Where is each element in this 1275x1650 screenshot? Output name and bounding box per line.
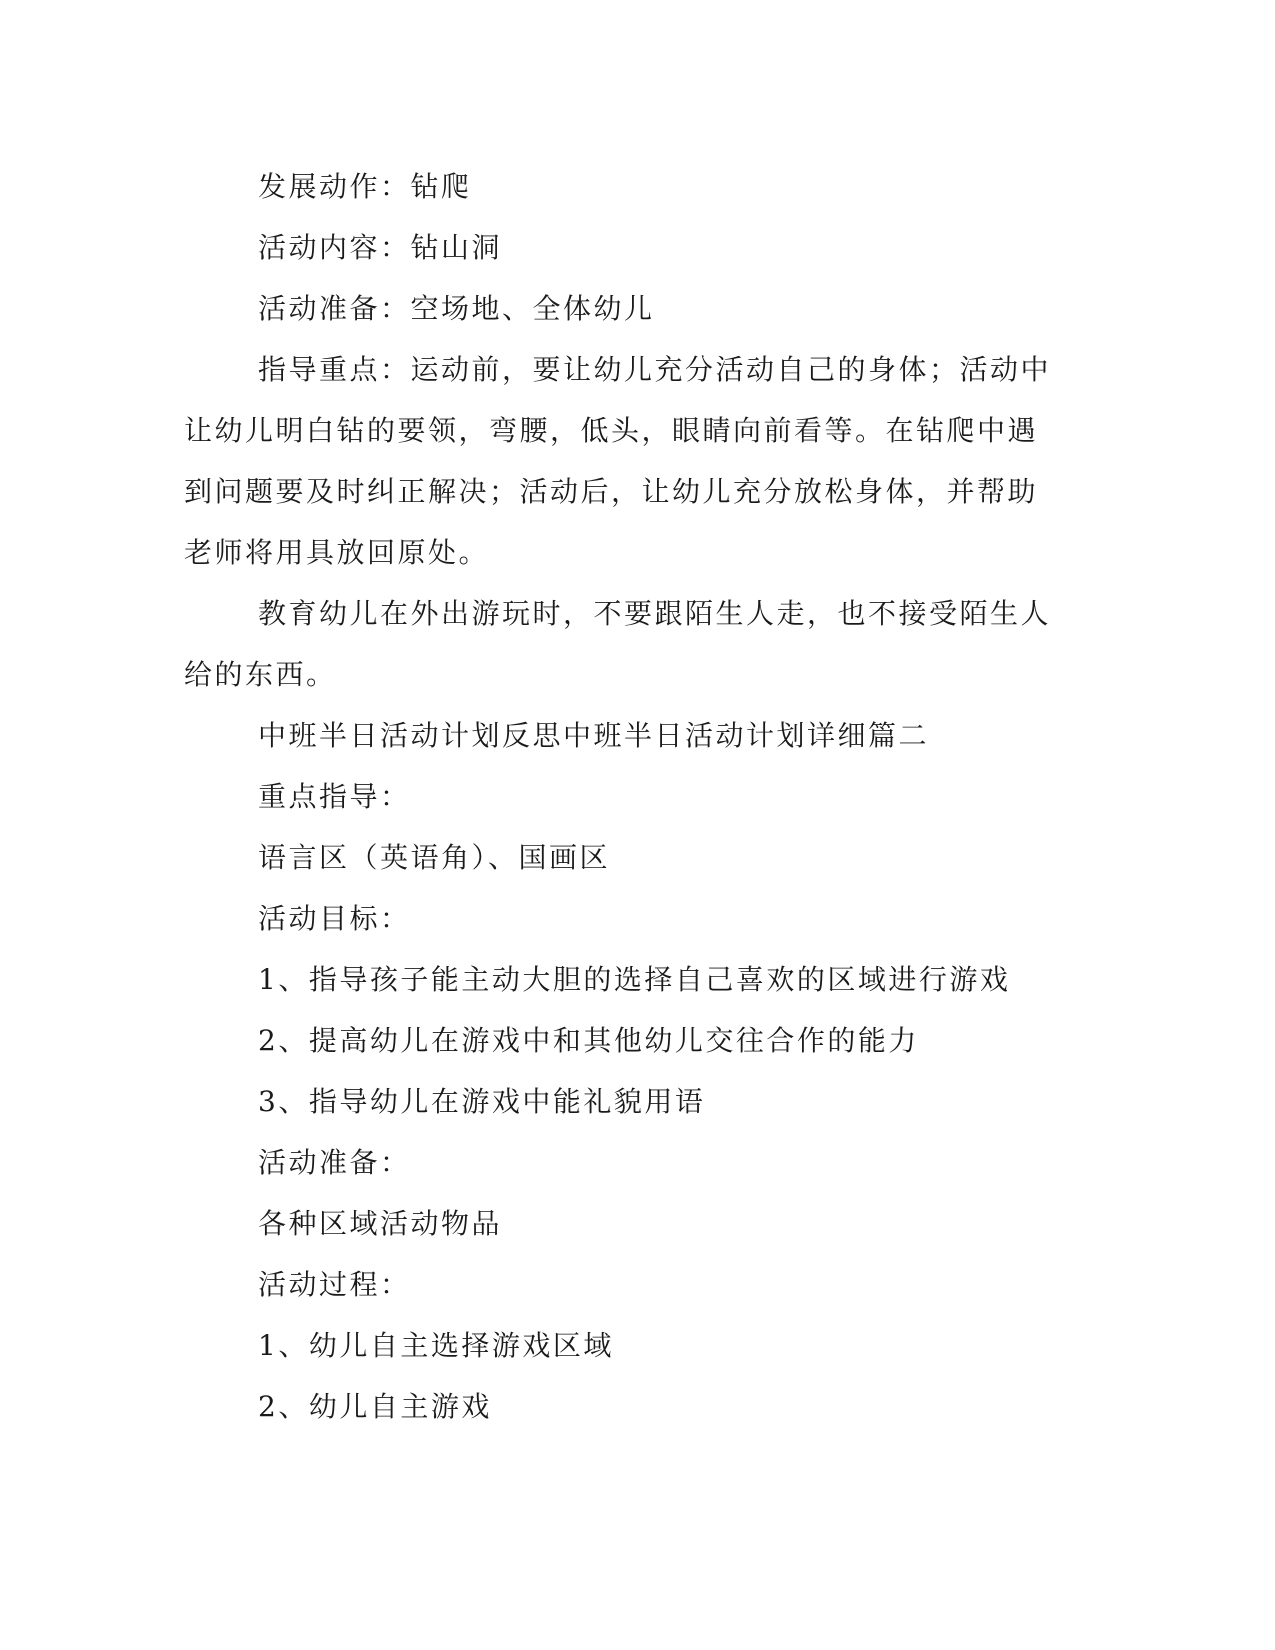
paragraph-preparation-items: 各种区域活动物品 [258, 1207, 503, 1240]
list-item-goal-3: 3、指导幼儿在游戏中能礼貌用语 [258, 1085, 706, 1118]
paragraph-development-action: 发展动作：钻爬 [258, 170, 472, 203]
paragraph-activity-preparation: 活动准备：空场地、全体幼儿 [258, 292, 655, 325]
paragraph-safety-education: 教育幼儿在外出游玩时，不要跟陌生人走，也不接受陌生人给的东西。 [184, 597, 1052, 691]
paragraph-process-label: 活动过程： [258, 1268, 411, 1301]
list-item-goal-1: 1、指导孩子能主动大胆的选择自己喜欢的区域进行游戏 [258, 963, 1011, 996]
paragraph-preparation-label: 活动准备： [258, 1146, 411, 1179]
list-item-process-2: 2、幼儿自主游戏 [258, 1390, 492, 1423]
list-item-process-1: 1、幼儿自主选择游戏区域 [258, 1329, 614, 1362]
paragraph-guidance-focus: 指导重点：运动前，要让幼儿充分活动自己的身体；活动中让幼儿明白钻的要领，弯腰，低头，眼睛向前看等。在钻爬中遇到问题要及时纠正解决；活动后，让幼儿充分放松身体，并帮助老师将用具放回原处。 [184, 353, 1052, 569]
section-heading: 中班半日活动计划反思中班半日活动计划详细篇二 [258, 719, 930, 752]
paragraph-activity-content: 活动内容：钻山洞 [258, 231, 503, 264]
list-item-goal-2: 2、提高幼儿在游戏中和其他幼儿交往合作的能力 [258, 1024, 919, 1057]
paragraph-key-guidance-areas: 语言区（英语角）、国画区 [258, 841, 611, 874]
document-body [184, 156, 1064, 1437]
paragraph-key-guidance-label: 重点指导： [258, 780, 411, 813]
paragraph-goals-label: 活动目标： [258, 902, 411, 935]
